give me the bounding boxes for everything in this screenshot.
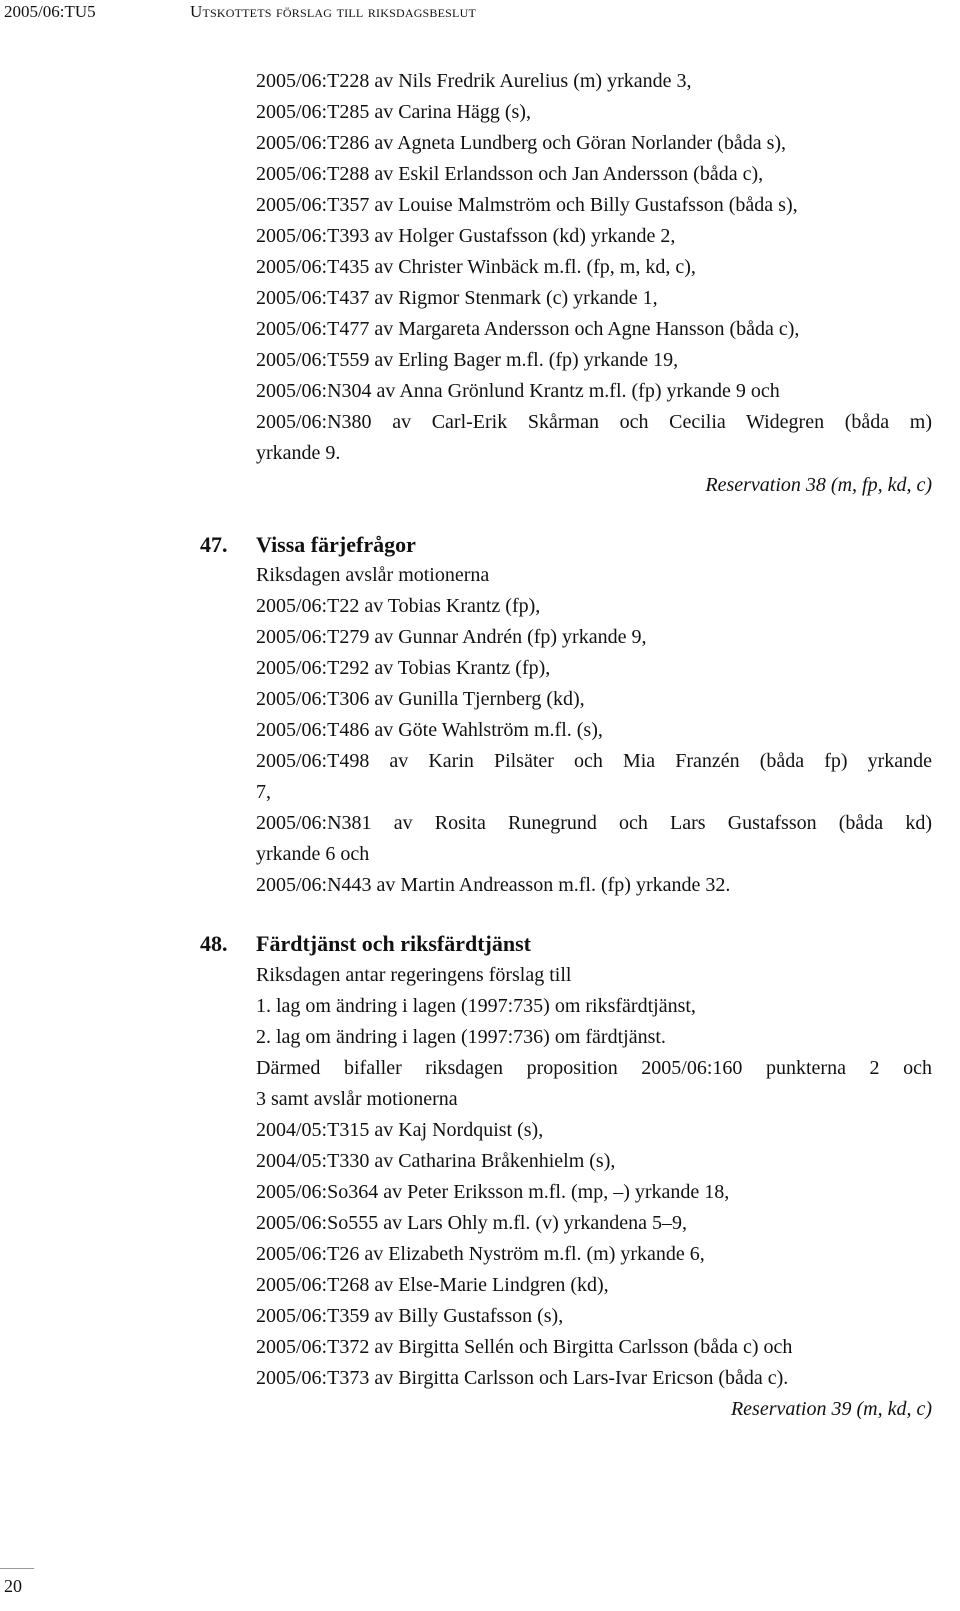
law-item: 2. lag om ändring i lagen (1997:736) om färdtjänst. bbox=[256, 1026, 666, 1048]
motion-line: 2005/06:T393 av Holger Gustafsson (kd) yrkande 2, bbox=[256, 225, 676, 247]
section-title: Vissa färjefrågor bbox=[256, 532, 416, 557]
motion-line: 2005/06:T268 av Else-Marie Lindgren (kd), bbox=[256, 1274, 609, 1296]
motion-line: 2005/06:T286 av Agneta Lundberg och Göran Norlander (båda s), bbox=[256, 132, 787, 154]
law-item: 1. lag om ändring i lagen (1997:735) om riksfärdtjänst, bbox=[256, 995, 696, 1017]
motion-line: 2005/06:T486 av Göte Wahlström m.fl. (s), bbox=[256, 719, 603, 741]
motion-line: 2005/06:T292 av Tobias Krantz (fp), bbox=[256, 657, 551, 679]
motion-line: 2005/06:So364 av Peter Eriksson m.fl. (mp, –) yrkande 18, bbox=[256, 1181, 730, 1203]
motion-line: 2005/06:T372 av Birgitta Sellén och Birgitta Carlsson (båda c) och bbox=[256, 1336, 793, 1358]
decision-line: 3 samt avslår motionerna bbox=[256, 1088, 458, 1110]
page-number: 20 bbox=[4, 1576, 22, 1596]
motion-line: 2005/06:T435 av Christer Winbäck m.fl. (fp, m, kd, c), bbox=[256, 256, 696, 278]
motion-line: yrkande 9. bbox=[256, 442, 341, 464]
motion-line: 2004/05:T330 av Catharina Bråkenhielm (s), bbox=[256, 1150, 616, 1172]
motion-line: 2005/06:T437 av Rigmor Stenmark (c) yrkande 1, bbox=[256, 287, 658, 309]
section-number: 48. bbox=[200, 931, 228, 956]
section-title: Färdtjänst och riksfärdtjänst bbox=[256, 931, 531, 956]
motion-line: 2005/06:N304 av Anna Grönlund Krantz m.fl. (fp) yrkande 9 och bbox=[256, 380, 780, 402]
section-heading bbox=[200, 529, 416, 561]
decision-line: Därmed bifaller riksdagen proposition 2005/06:160 punkterna 2 och bbox=[256, 1057, 932, 1079]
decision-line: Riksdagen antar regeringens förslag till bbox=[256, 964, 572, 986]
motion-line: 2005/06:N380 av Carl-Erik Skårman och Cecilia Widegren (båda m) bbox=[256, 411, 932, 433]
motion-line: 2005/06:T306 av Gunilla Tjernberg (kd), bbox=[256, 688, 585, 710]
motion-line: 2005/06:T285 av Carina Hägg (s), bbox=[256, 101, 531, 123]
decision-line: Riksdagen avslår motionerna bbox=[256, 564, 490, 586]
motion-line: 2004/05:T315 av Kaj Nordquist (s), bbox=[256, 1119, 544, 1141]
motion-line: 2005/06:T477 av Margareta Andersson och Agne Hansson (båda c), bbox=[256, 318, 800, 340]
motion-line: 2005/06:T359 av Billy Gustafsson (s), bbox=[256, 1305, 564, 1327]
header-title: Utskottets förslag till riksdagsbeslut bbox=[190, 2, 476, 21]
motion-line: 2005/06:T279 av Gunnar Andrén (fp) yrkande 9, bbox=[256, 626, 647, 648]
motion-line: 2005/06:N381 av Rosita Runegrund och Lars Gustafsson (båda kd) bbox=[256, 812, 932, 834]
reservation-note: Reservation 39 (m, kd, c) bbox=[730, 1398, 932, 1420]
motion-line: 2005/06:T373 av Birgitta Carlsson och Lars-Ivar Ericson (båda c). bbox=[256, 1367, 789, 1389]
motion-line: 2005/06:So555 av Lars Ohly m.fl. (v) yrkandena 5–9, bbox=[256, 1212, 688, 1234]
reservation-note: Reservation 38 (m, fp, kd, c) bbox=[705, 474, 932, 496]
motion-line: 2005/06:T357 av Louise Malmström och Billy Gustafsson (båda s), bbox=[256, 194, 798, 216]
footer-rule bbox=[0, 1568, 34, 1569]
motion-line: 2005/06:T228 av Nils Fredrik Aurelius (m) yrkande 3, bbox=[256, 70, 692, 92]
motion-line: 2005/06:T26 av Elizabeth Nyström m.fl. (m) yrkande 6, bbox=[256, 1243, 705, 1265]
motion-line: 2005/06:N443 av Martin Andreasson m.fl. (fp) yrkande 32. bbox=[256, 874, 731, 896]
motion-line: 2005/06:T288 av Eskil Erlandsson och Jan Andersson (båda c), bbox=[256, 163, 764, 185]
motion-line: 2005/06:T498 av Karin Pilsäter och Mia Franzén (båda fp) yrkande bbox=[256, 750, 932, 772]
page-header bbox=[0, 2, 960, 28]
motion-line: yrkande 6 och bbox=[256, 843, 370, 865]
document-id: 2005/06:TU5 bbox=[4, 2, 96, 21]
motion-line: 2005/06:T559 av Erling Bager m.fl. (fp) yrkande 19, bbox=[256, 349, 679, 371]
motion-line: 7, bbox=[256, 781, 271, 803]
section-heading bbox=[200, 928, 531, 960]
section-number: 47. bbox=[200, 532, 228, 557]
motion-line: 2005/06:T22 av Tobias Krantz (fp), bbox=[256, 595, 541, 617]
